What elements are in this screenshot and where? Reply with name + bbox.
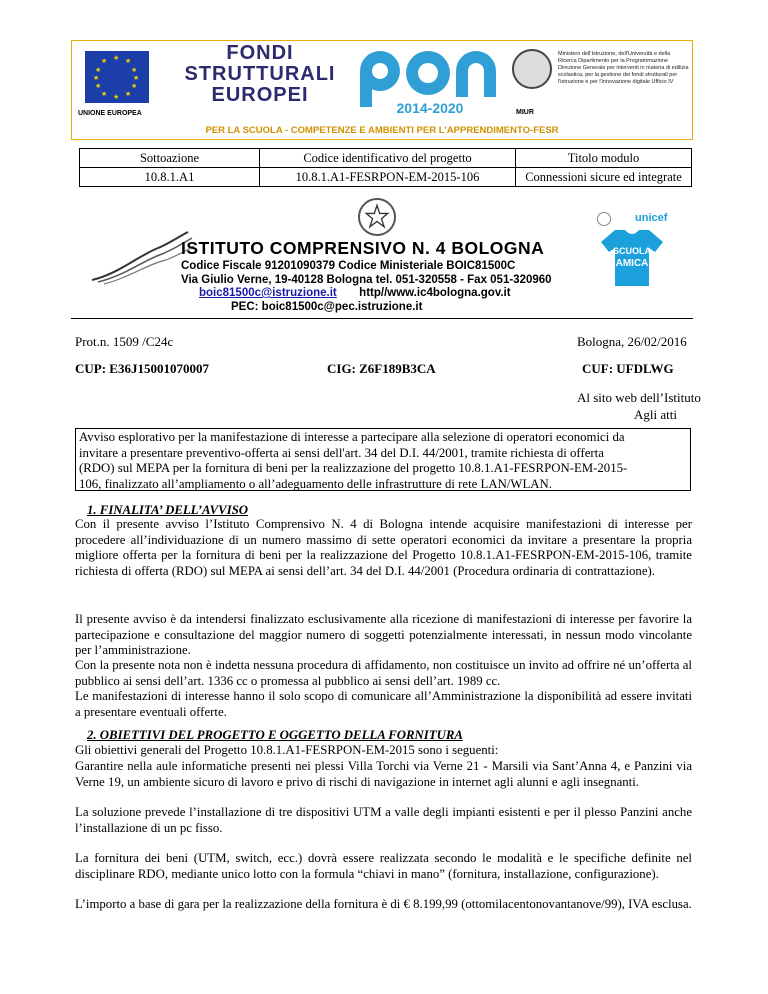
small-emblem-icon (597, 212, 611, 226)
school-address: Via Giulio Verne, 19-40128 Bologna tel. 051-320558 - Fax 051-320960 (181, 274, 552, 286)
school-contacts (199, 287, 511, 299)
pon-years: 2014-2020 (396, 100, 464, 116)
eu-label: UNIONE EUROPEA (78, 110, 142, 117)
section-2-para-4: La fornitura dei beni (UTM, switch, ecc.) dovrà essere realizzata secondo le modalità e le specifiche definite nel disciplinare RDO, mediante unico lotto con la formula “chiavi in mano” (fornitura, installazione, configurazione). (75, 851, 692, 881)
shirt-text-2: AMICA (615, 258, 649, 269)
notice-line: invitare a presentare preventivo-offerta ai sensi dell'art. 34 del D.I. 44/2001, tramite richiesta di offerta (79, 445, 604, 460)
recipient-website: Al sito web dell’Istituto (577, 390, 701, 405)
section-1-para-1: Con il presente avviso l’Istituto Comprensivo N. 4 di Bologna intende acquisire manifestazioni di interesse per procedere all’individuazione di un numero massimo di sette operatori economici da invitare a presentare la propria migliore offerta per la fornitura di beni per la realizzazione del Progetto 10.8.1.A1-FESRPON-EM-2015-106, tramite richiesta di offerta (RDO) sul MEPA ai sensi dell’art. 34 del D.I. 44/2001 (Procedura ordinaria di contrattazione). (75, 517, 692, 578)
table-header-cell: Codice identificativo del progetto (260, 149, 516, 168)
school-pec: PEC: boic81500c@pec.istruzione.it (231, 301, 423, 313)
table-header-row (80, 149, 692, 168)
table-row (80, 168, 692, 187)
cig-code: CIG: Z6F189B3CA (327, 361, 436, 376)
cup-code: CUP: E36J15001070007 (75, 361, 209, 376)
section-2-heading: 2. OBIETTIVI DEL PROGETTO E OGGETTO DELLA FORNITURA (87, 728, 463, 742)
school-codes: Codice Fiscale 91201090379 Codice Ministeriale BOIC81500C (181, 260, 516, 272)
table-header-cell: Titolo modulo (516, 149, 692, 168)
section-2-para-3: La soluzione prevede l’installazione di tre dispositivi UTM a valle degli impianti esistenti e per il plesso Panzini anche l’installazione di un pc fisso. (75, 805, 692, 835)
fondi-line-3: EUROPEI (211, 84, 309, 106)
protocol-number: Prot.n. 1509 /C24c (75, 334, 174, 349)
section-2-para-5: L’importo a base di gara per la realizzazione della fornitura è di € 8.199,99 (ottomilacentonovantanove/99), IVA esclusa. (75, 897, 692, 911)
miur-department-text: Ministero dell'Istruzione, dell'Università e della Ricerca Dipartimento per la Programmazione Direzione Generale per interventi in materia di edilizia scolastica, per la gestione dei fondi strutturali per l'istruzione e per l'innovazione digitale Ufficio IV (558, 51, 689, 85)
fondi-line-1: FONDI (226, 42, 294, 64)
unicef-scuola-amica-logo (583, 208, 683, 288)
notice-line: 106, finalizzato all’ampliamento o all’adeguamento delle infrastrutture di rete LAN/WLAN. (79, 476, 552, 491)
section-2-para-2: Garantire nella aule informatiche presenti nei plessi Villa Torchi via Verne 21 - Marsili via Sant’Anna 4, e Panzini via Verne 19, un ambiente sicuro di lavoro e privo di rischi di navigazione in internet agli alunni e agli insegnanti. (75, 759, 692, 789)
school-title: ISTITUTO COMPRENSIVO N. 4 BOLOGNA (181, 238, 545, 258)
notice-line: (RDO) sul MEPA per la fornitura di beni per la realizzazione del progetto 10.8.1.A1-FESRPON-EM-2015- (79, 461, 628, 475)
school-email-link[interactable]: boic81500c@istruzione.it (199, 287, 337, 299)
table-cell: Connessioni sicure ed integrate (516, 168, 692, 187)
table-cell: 10.8.1.A1-FESRPON-EM-2015-106 (260, 168, 516, 187)
header-divider (71, 318, 693, 319)
section-1-heading: 1. FINALITA’ DELL’AVVISO (87, 503, 249, 517)
document-date: Bologna, 26/02/2016 (577, 334, 687, 349)
italian-republic-emblem-icon (512, 49, 552, 89)
shirt-text-1: SCUOLA (613, 246, 651, 256)
fondi-line-2: STRUTTURALI (184, 63, 336, 85)
school-logo-swoosh-icon (88, 226, 196, 286)
school-website: http//www.ic4bologna.gov.it (359, 287, 511, 299)
pon-logo (358, 41, 502, 119)
republic-emblem-icon (358, 198, 396, 236)
table-header-cell: Sottoazione (80, 149, 260, 168)
project-table (79, 148, 692, 187)
section-2-para-1: Gli obiettivi generali del Progetto 10.8.1.A1-FESRPON-EM-2015 sono i seguenti: (75, 743, 499, 757)
notice-line: Avviso esplorativo per la manifestazione di interesse a partecipare alla selezione di operatori economici da (79, 430, 625, 444)
table-cell: 10.8.1.A1 (80, 168, 260, 187)
banner-tagline: PER LA SCUOLA - COMPETENZE E AMBIENTI PER L'APPRENDIMENTO-FESR (205, 125, 559, 136)
unicef-label: unicef (635, 212, 668, 224)
section-1-para-4: Le manifestazioni di interesse hanno il solo scopo di comunicare all’Amministrazione la disponibilità ad essere invitati a presentare eventuali offerte. (75, 689, 692, 719)
eu-flag-icon: ★ ★ ★ ★ ★ ★ ★ ★ ★ ★ ★ ★ (85, 51, 149, 103)
recipient-records: Agli atti (634, 407, 677, 422)
section-1-para-3: Con la presente nota non è indetta nessuna procedura di affidamento, non costituisce un invito ad offrire né un’offerta al pubblico ai sensi dell’art. 1336 cc o promessa al pubblico ai sensi dell’art. 1989 cc. (75, 658, 692, 688)
tshirt-icon (601, 228, 663, 288)
pon-banner (71, 40, 693, 140)
miur-label: MIUR (516, 109, 534, 116)
section-1-para-2: Il presente avviso è da intendersi finalizzato esclusivamente alla ricezione di manifestazioni di interesse per favorire la partecipazione e consultazione del maggior numero di soggetti potenzialmente interessati, in nessun modo vincolante per l’amministrazione. (75, 612, 692, 657)
fondi-strutturali-logo (180, 43, 340, 106)
notice-box (75, 428, 691, 491)
cuf-code: CUF: UFDLWG (582, 361, 674, 376)
